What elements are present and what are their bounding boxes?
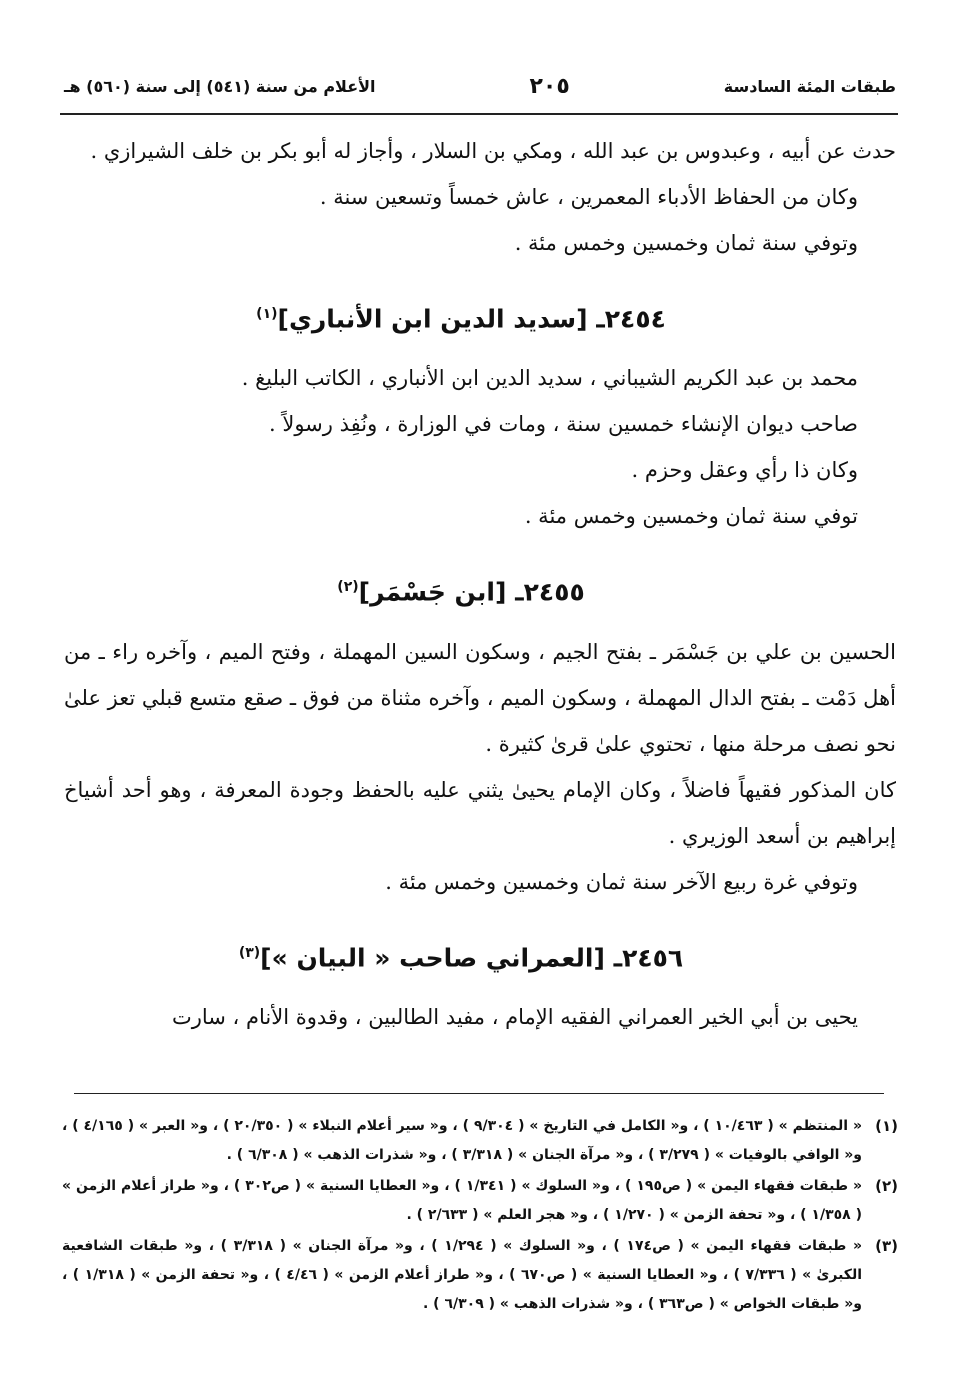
footnotes [62,1112,898,1321]
entry-heading [64,292,858,341]
footnote-ref: (٢) [337,579,359,596]
entry-title: ٢٤٥٤ـ [سديد الدين ابن الأنباري] [277,304,666,334]
entry-paragraph: محمد بن عبد الكريم الشيباني ، سديد الدين ابن الأنباري ، الكاتب البليغ . [241,366,858,391]
footnote-ref: (٣) [238,944,261,961]
entry-title: ٢٤٥٥ـ [ابن جَسْمَر] [358,577,585,607]
footnote-divider [74,1093,884,1094]
footnote-number: (١) [875,1117,898,1135]
entry-heading [64,565,858,614]
entry-heading [64,931,858,980]
entry-paragraph: توفي سنة ثمان وخمسين وخمس مئة . [524,504,858,529]
intro-paragraph: وتوفي سنة ثمان وخمسين وخمس مئة . [514,231,858,255]
page-number: ٢٠٥ [529,74,570,99]
footnote-ref: (١) [256,306,278,322]
entry-paragraph: الحسين بن علي بن جَسْمَر ـ بفتح الجيم ، وسكون السين المهملة ، وفتح الميم ، وآخره راء ـ من أهل دَمْت ـ بفتح الدال المهملة ، وسكون الميم ، وآخره مثناة من فوق ـ صقع متسع قبلي تعز علىٰ نحو نصف مرحلة منها ، تحتوي علىٰ قرىٰ كثيرة . [64,639,896,756]
footnote [62,1172,898,1230]
footnote [62,1232,898,1319]
footnote-text: « المنتظم » ( ١٠/٤٦٣ ) ، و« الكامل في التاريخ » ( ٩/٣٠٤ ) ، و« سير أعلام النبلاء » ( ٢٠/٣٥٠ ) ، و« العبر » ( ٤/١٦٥ ) ، و« الوافي بالوفيات » ( ٣/٢٧٩ ) ، و« مرآة الجنان » ( ٣/٣١٨ ) ، و« شذرات الذهب » ( ٦/٣٠٨ ) . [62,1118,862,1163]
header-section-title: طبقات المئة السادسة [723,77,896,96]
entry-paragraph: وتوفي غرة ربيع الآخر سنة ثمان وخمسين وخمس مئة . [385,869,858,894]
main-text [64,128,896,1040]
entry-title: ٢٤٥٦ـ [العمراني صاحب « البيان »] [260,942,684,972]
entry-paragraph: وكان ذا رأي وعقل وحزم . [631,458,858,483]
intro-paragraph: وكان من الحفاظ الأدباء المعمرين ، عاش خمساً وتسعين سنة . [319,185,858,209]
footnote-text: « طبقات فقهاء اليمن » ( ص١٩٥ ) ، و« السلوك » ( ١/٣٤١ ) ، و« العطايا السنية » ( ص٣٠٢ ) ، و« طراز أعلام الزمن » ( ١/٣٥٨ ) ، و« تحفة الزمن » ( ١/٢٧٠ ) ، و« هجر العلم » ( ٢/٦٣٣ ) . [62,1178,862,1223]
entry-paragraph: يحيى بن أبي الخير العمراني الفقيه الإمام ، مفيد الطالبين ، وقدوة الأنام ، سارت [171,1004,858,1029]
footnote-number: (٣) [875,1237,898,1255]
header-date-range: الأعلام من سنة (٥٤١) إلى سنة (٥٦٠) هـ [64,77,376,96]
running-header [64,74,896,99]
header-divider [60,113,898,115]
footnote [62,1112,898,1170]
intro-paragraph: حدث عن أبيه ، وعبدوس بن عبد الله ، ومكي بن السلار ، وأجاز له أبو بكر بن خلف الشيرازي . [90,139,896,163]
entry-paragraph: كان المذكور فقيهاً فاضلاً ، وكان الإمام يحيىٰ يثني عليه بالحفظ وجودة المعرفة ، وهو أحد أشياخ إبراهيم بن أسعد الوزيري . [64,777,896,848]
entry-paragraph: صاحب ديوان الإنشاء خمسين سنة ، ومات في الوزارة ، ونُفِذ رسولاً . [269,412,858,437]
footnote-number: (٢) [875,1177,898,1195]
footnote-text: « طبقات فقهاء اليمن » ( ص١٧٤ ) ، و« السلوك » ( ١/٢٩٤ ) ، و« مرآة الجنان » ( ٣/٣١٨ ) ، و« طبقات الشافعية الكبرىٰ » ( ٧/٣٣٦ ) ، و« العطايا السنية » ( ص٦٧٠ ) ، و« طراز أعلام الزمن » ( ٤/٤٦ ) ، و« تحفة الزمن » ( ١/٣١٨ ) ، و« طبقات الخواص » ( ص٣٦٣ ) ، و« شذرات الذهب » ( ٦/٣٠٩ ) . [62,1238,863,1312]
